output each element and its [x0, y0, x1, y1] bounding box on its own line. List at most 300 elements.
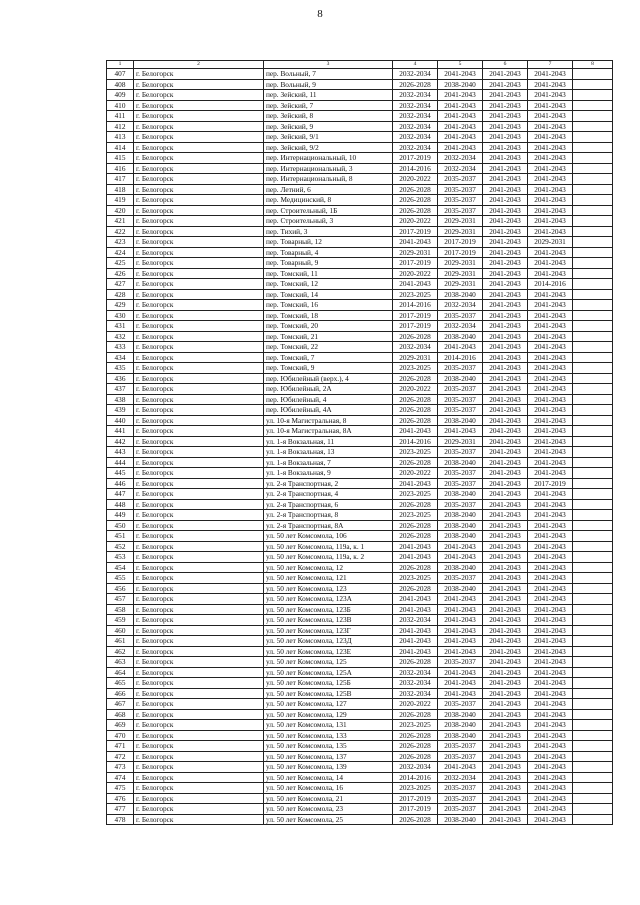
period-cell: 2029-2031 — [438, 258, 483, 269]
row-number-cell: 459 — [107, 615, 134, 626]
period-cell: 2041-2043 — [438, 342, 483, 353]
settlement-cell: г. Белогорск — [134, 331, 264, 342]
column-number-3: 3 — [264, 61, 393, 69]
address-cell: пер. Томский, 21 — [264, 331, 393, 342]
settlement-cell: г. Белогорск — [134, 226, 264, 237]
period-cell: 2041-2043 — [483, 79, 528, 90]
table-row — [107, 426, 613, 437]
period-cell: 2038-2040 — [438, 520, 483, 531]
row-number-cell: 421 — [107, 216, 134, 227]
note-cell — [573, 562, 613, 573]
row-number-cell: 473 — [107, 762, 134, 773]
row-number-cell: 467 — [107, 699, 134, 710]
row-number-cell: 447 — [107, 489, 134, 500]
address-cell: ул. 50 лет Комсомола, 131 — [264, 720, 393, 731]
settlement-cell: г. Белогорск — [134, 342, 264, 353]
row-number-cell: 425 — [107, 258, 134, 269]
period-cell: 2020-2022 — [393, 268, 438, 279]
period-cell: 2029-2031 — [393, 247, 438, 258]
note-cell — [573, 205, 613, 216]
table-row — [107, 814, 613, 825]
period-cell: 2020-2022 — [393, 174, 438, 185]
period-cell: 2041-2043 — [528, 300, 573, 311]
table-row — [107, 751, 613, 762]
period-cell: 2041-2043 — [483, 226, 528, 237]
period-cell: 2041-2043 — [483, 111, 528, 122]
address-cell: ул. 50 лет Комсомола, 125А — [264, 667, 393, 678]
address-cell: ул. 50 лет Комсомола, 123Б — [264, 604, 393, 615]
table-row — [107, 594, 613, 605]
note-cell — [573, 415, 613, 426]
period-cell: 2041-2043 — [438, 678, 483, 689]
period-cell: 2032-2034 — [438, 300, 483, 311]
period-cell: 2035-2037 — [438, 804, 483, 815]
period-cell: 2041-2043 — [483, 321, 528, 332]
period-cell: 2014-2016 — [438, 352, 483, 363]
period-cell: 2041-2043 — [528, 552, 573, 563]
address-cell: ул. 50 лет Комсомола, 125 — [264, 657, 393, 668]
note-cell — [573, 531, 613, 542]
table-row — [107, 562, 613, 573]
table-row — [107, 489, 613, 500]
period-cell: 2023-2025 — [393, 510, 438, 521]
column-number-1: 1 — [107, 61, 134, 69]
period-cell: 2041-2043 — [528, 394, 573, 405]
table-row — [107, 268, 613, 279]
row-number-cell: 430 — [107, 310, 134, 321]
address-cell: ул. 50 лет Комсомола, 123В — [264, 615, 393, 626]
address-cell: ул. 50 лет Комсомола, 139 — [264, 762, 393, 773]
period-cell: 2041-2043 — [528, 531, 573, 542]
table-row — [107, 195, 613, 206]
period-cell: 2041-2043 — [483, 216, 528, 227]
column-number-6: 6 — [483, 61, 528, 69]
row-number-cell: 420 — [107, 205, 134, 216]
table-row — [107, 237, 613, 248]
settlement-cell: г. Белогорск — [134, 468, 264, 479]
period-cell: 2032-2034 — [393, 69, 438, 80]
note-cell — [573, 468, 613, 479]
table-row — [107, 678, 613, 689]
row-number-cell: 470 — [107, 730, 134, 741]
table-row — [107, 226, 613, 237]
settlement-cell: г. Белогорск — [134, 688, 264, 699]
register-body — [107, 61, 613, 825]
period-cell: 2029-2031 — [438, 436, 483, 447]
address-cell: ул. 50 лет Комсомола, 127 — [264, 699, 393, 710]
note-cell — [573, 520, 613, 531]
period-cell: 2041-2043 — [483, 762, 528, 773]
row-number-cell: 457 — [107, 594, 134, 605]
period-cell: 2041-2043 — [528, 699, 573, 710]
address-cell: ул. 50 лет Комсомола, 123 — [264, 583, 393, 594]
settlement-cell: г. Белогорск — [134, 552, 264, 563]
note-cell — [573, 772, 613, 783]
row-number-cell: 427 — [107, 279, 134, 290]
note-cell — [573, 552, 613, 563]
period-cell: 2017-2019 — [438, 237, 483, 248]
address-cell: ул. 50 лет Комсомола, 25 — [264, 814, 393, 825]
note-cell — [573, 153, 613, 164]
period-cell: 2041-2043 — [528, 100, 573, 111]
period-cell: 2041-2043 — [483, 531, 528, 542]
settlement-cell: г. Белогорск — [134, 195, 264, 206]
period-cell: 2041-2043 — [528, 678, 573, 689]
row-number-cell: 466 — [107, 688, 134, 699]
row-number-cell: 413 — [107, 132, 134, 143]
period-cell: 2014-2016 — [393, 163, 438, 174]
table-row — [107, 457, 613, 468]
address-cell: пер. Томский, 7 — [264, 352, 393, 363]
settlement-cell: г. Белогорск — [134, 625, 264, 636]
settlement-cell: г. Белогорск — [134, 142, 264, 153]
address-cell: ул. 50 лет Комсомола, 12 — [264, 562, 393, 573]
row-number-cell: 435 — [107, 363, 134, 374]
period-cell: 2041-2043 — [483, 562, 528, 573]
row-number-cell: 437 — [107, 384, 134, 395]
table-row — [107, 247, 613, 258]
settlement-cell: г. Белогорск — [134, 531, 264, 542]
period-cell: 2029-2031 — [438, 226, 483, 237]
period-cell: 2041-2043 — [528, 562, 573, 573]
note-cell — [573, 688, 613, 699]
settlement-cell: г. Белогорск — [134, 436, 264, 447]
period-cell: 2041-2043 — [528, 468, 573, 479]
row-number-cell: 441 — [107, 426, 134, 437]
table-row — [107, 730, 613, 741]
note-cell — [573, 195, 613, 206]
row-number-cell: 462 — [107, 646, 134, 657]
row-number-cell: 449 — [107, 510, 134, 521]
table-row — [107, 163, 613, 174]
address-cell: ул. 1-я Вокзальная, 9 — [264, 468, 393, 479]
period-cell: 2026-2028 — [393, 415, 438, 426]
settlement-cell: г. Белогорск — [134, 247, 264, 258]
period-cell: 2041-2043 — [438, 90, 483, 101]
table-row — [107, 331, 613, 342]
note-cell — [573, 604, 613, 615]
period-cell: 2041-2043 — [483, 751, 528, 762]
address-cell: пер. Юбилейный, 2А — [264, 384, 393, 395]
address-cell: ул. 50 лет Комсомола, 23 — [264, 804, 393, 815]
note-cell — [573, 289, 613, 300]
settlement-cell: г. Белогорск — [134, 205, 264, 216]
column-number-8: 8 — [573, 61, 613, 69]
settlement-cell: г. Белогорск — [134, 111, 264, 122]
period-cell: 2041-2043 — [528, 90, 573, 101]
period-cell: 2035-2037 — [438, 174, 483, 185]
address-cell: пер. Интернациональный, 8 — [264, 174, 393, 185]
period-cell: 2041-2043 — [393, 552, 438, 563]
address-cell: пер. Товарный, 4 — [264, 247, 393, 258]
period-cell: 2041-2043 — [528, 352, 573, 363]
table-row — [107, 688, 613, 699]
period-cell: 2041-2043 — [438, 762, 483, 773]
note-cell — [573, 709, 613, 720]
period-cell: 2032-2034 — [393, 111, 438, 122]
table-row — [107, 132, 613, 143]
period-cell: 2026-2028 — [393, 562, 438, 573]
note-cell — [573, 268, 613, 279]
period-cell: 2035-2037 — [438, 468, 483, 479]
period-cell: 2029-2031 — [528, 237, 573, 248]
settlement-cell: г. Белогорск — [134, 69, 264, 80]
period-cell: 2041-2043 — [528, 573, 573, 584]
note-cell — [573, 814, 613, 825]
period-cell: 2032-2034 — [438, 163, 483, 174]
settlement-cell: г. Белогорск — [134, 258, 264, 269]
table-row — [107, 69, 613, 80]
period-cell: 2041-2043 — [438, 667, 483, 678]
period-cell: 2041-2043 — [438, 111, 483, 122]
period-cell: 2041-2043 — [528, 247, 573, 258]
period-cell: 2029-2031 — [438, 216, 483, 227]
period-cell: 2041-2043 — [528, 415, 573, 426]
period-cell: 2041-2043 — [528, 331, 573, 342]
period-cell: 2026-2028 — [393, 741, 438, 752]
settlement-cell: г. Белогорск — [134, 804, 264, 815]
address-cell: ул. 50 лет Комсомола, 119а, к. 1 — [264, 541, 393, 552]
note-cell — [573, 583, 613, 594]
row-number-cell: 448 — [107, 499, 134, 510]
period-cell: 2041-2043 — [528, 625, 573, 636]
settlement-cell: г. Белогорск — [134, 646, 264, 657]
row-number-cell: 440 — [107, 415, 134, 426]
note-cell — [573, 363, 613, 374]
row-number-cell: 443 — [107, 447, 134, 458]
note-cell — [573, 499, 613, 510]
period-cell: 2017-2019 — [393, 310, 438, 321]
row-number-cell: 471 — [107, 741, 134, 752]
note-cell — [573, 751, 613, 762]
period-cell: 2041-2043 — [483, 90, 528, 101]
period-cell: 2032-2034 — [393, 132, 438, 143]
address-cell: пер. Томский, 20 — [264, 321, 393, 332]
settlement-cell: г. Белогорск — [134, 100, 264, 111]
address-cell: пер. Томский, 12 — [264, 279, 393, 290]
table-row — [107, 520, 613, 531]
note-cell — [573, 258, 613, 269]
period-cell: 2041-2043 — [528, 153, 573, 164]
period-cell: 2026-2028 — [393, 709, 438, 720]
address-cell: ул. 1-я Вокзальная, 13 — [264, 447, 393, 458]
note-cell — [573, 184, 613, 195]
period-cell: 2041-2043 — [483, 667, 528, 678]
period-cell: 2041-2043 — [438, 100, 483, 111]
period-cell: 2041-2043 — [483, 499, 528, 510]
address-cell: ул. 2-я Транспортная, 4 — [264, 489, 393, 500]
housing-register-table — [106, 60, 613, 825]
period-cell: 2035-2037 — [438, 184, 483, 195]
table-row — [107, 772, 613, 783]
address-cell: ул. 10-я Магистральная, 8А — [264, 426, 393, 437]
settlement-cell: г. Белогорск — [134, 310, 264, 321]
address-cell: ул. 50 лет Комсомола, 16 — [264, 783, 393, 794]
period-cell: 2041-2043 — [393, 279, 438, 290]
address-cell: пер. Томский, 9 — [264, 363, 393, 374]
period-cell: 2035-2037 — [438, 793, 483, 804]
column-number-5: 5 — [438, 61, 483, 69]
note-cell — [573, 489, 613, 500]
period-cell: 2023-2025 — [393, 573, 438, 584]
settlement-cell: г. Белогорск — [134, 594, 264, 605]
period-cell: 2041-2043 — [483, 657, 528, 668]
address-cell: пер. Томский, 18 — [264, 310, 393, 321]
period-cell: 2041-2043 — [483, 741, 528, 752]
address-cell: ул. 10-я Магистральная, 8 — [264, 415, 393, 426]
note-cell — [573, 615, 613, 626]
settlement-cell: г. Белогорск — [134, 174, 264, 185]
period-cell: 2017-2019 — [528, 478, 573, 489]
note-cell — [573, 594, 613, 605]
period-cell: 2017-2019 — [393, 258, 438, 269]
period-cell: 2035-2037 — [438, 394, 483, 405]
note-cell — [573, 111, 613, 122]
settlement-cell: г. Белогорск — [134, 289, 264, 300]
row-number-cell: 476 — [107, 793, 134, 804]
note-cell — [573, 132, 613, 143]
row-number-cell: 434 — [107, 352, 134, 363]
table-row — [107, 279, 613, 290]
address-cell: ул. 50 лет Комсомола, 21 — [264, 793, 393, 804]
period-cell: 2041-2043 — [528, 258, 573, 269]
row-number-cell: 428 — [107, 289, 134, 300]
settlement-cell: г. Белогорск — [134, 321, 264, 332]
settlement-cell: г. Белогорск — [134, 583, 264, 594]
period-cell: 2026-2028 — [393, 373, 438, 384]
period-cell: 2035-2037 — [438, 205, 483, 216]
row-number-cell: 423 — [107, 237, 134, 248]
row-number-cell: 458 — [107, 604, 134, 615]
address-cell: ул. 50 лет Комсомола, 123Е — [264, 646, 393, 657]
table-row — [107, 625, 613, 636]
period-cell: 2041-2043 — [483, 436, 528, 447]
period-cell: 2038-2040 — [438, 562, 483, 573]
table-row — [107, 384, 613, 395]
period-cell: 2041-2043 — [483, 205, 528, 216]
address-cell: пер. Томский, 22 — [264, 342, 393, 353]
settlement-cell: г. Белогорск — [134, 520, 264, 531]
table-row — [107, 153, 613, 164]
period-cell: 2041-2043 — [483, 258, 528, 269]
table-row — [107, 804, 613, 815]
column-number-4: 4 — [393, 61, 438, 69]
period-cell: 2041-2043 — [528, 489, 573, 500]
period-cell: 2041-2043 — [438, 121, 483, 132]
note-cell — [573, 730, 613, 741]
row-number-cell: 419 — [107, 195, 134, 206]
period-cell: 2029-2031 — [438, 268, 483, 279]
period-cell: 2041-2043 — [483, 636, 528, 647]
table-row — [107, 646, 613, 657]
period-cell: 2041-2043 — [528, 384, 573, 395]
period-cell: 2041-2043 — [483, 237, 528, 248]
period-cell: 2032-2034 — [393, 342, 438, 353]
period-cell: 2026-2028 — [393, 499, 438, 510]
period-cell: 2041-2043 — [483, 709, 528, 720]
address-cell: пер. Строительный, 1Б — [264, 205, 393, 216]
table-row — [107, 321, 613, 332]
period-cell: 2041-2043 — [393, 426, 438, 437]
period-cell: 2041-2043 — [528, 268, 573, 279]
settlement-cell: г. Белогорск — [134, 741, 264, 752]
period-cell: 2038-2040 — [438, 373, 483, 384]
address-cell: пер. Летний, 6 — [264, 184, 393, 195]
row-number-cell: 410 — [107, 100, 134, 111]
period-cell: 2017-2019 — [393, 153, 438, 164]
period-cell: 2041-2043 — [528, 373, 573, 384]
settlement-cell: г. Белогорск — [134, 573, 264, 584]
period-cell: 2041-2043 — [483, 447, 528, 458]
note-cell — [573, 121, 613, 132]
note-cell — [573, 636, 613, 647]
address-cell: пер. Юбилейный, 4 — [264, 394, 393, 405]
row-number-cell: 422 — [107, 226, 134, 237]
column-number-2: 2 — [134, 61, 264, 69]
row-number-cell: 433 — [107, 342, 134, 353]
address-cell: пер. Зейский, 11 — [264, 90, 393, 101]
settlement-cell: г. Белогорск — [134, 384, 264, 395]
period-cell: 2038-2040 — [438, 510, 483, 521]
period-cell: 2038-2040 — [438, 531, 483, 542]
row-number-cell: 439 — [107, 405, 134, 416]
table-row — [107, 552, 613, 563]
period-cell: 2041-2043 — [393, 625, 438, 636]
page-number: 8 — [317, 8, 323, 20]
period-cell: 2026-2028 — [393, 814, 438, 825]
table-row — [107, 478, 613, 489]
period-cell: 2041-2043 — [528, 762, 573, 773]
settlement-cell: г. Белогорск — [134, 636, 264, 647]
settlement-cell: г. Белогорск — [134, 279, 264, 290]
period-cell: 2041-2043 — [528, 636, 573, 647]
table-row — [107, 499, 613, 510]
period-cell: 2041-2043 — [483, 184, 528, 195]
table-row — [107, 583, 613, 594]
period-cell: 2041-2043 — [483, 720, 528, 731]
note-cell — [573, 678, 613, 689]
period-cell: 2041-2043 — [528, 426, 573, 437]
period-cell: 2041-2043 — [393, 478, 438, 489]
period-cell: 2041-2043 — [438, 646, 483, 657]
period-cell: 2023-2025 — [393, 363, 438, 374]
settlement-cell: г. Белогорск — [134, 478, 264, 489]
row-number-cell: 416 — [107, 163, 134, 174]
period-cell: 2041-2043 — [528, 163, 573, 174]
period-cell: 2041-2043 — [528, 405, 573, 416]
period-cell: 2029-2031 — [438, 279, 483, 290]
period-cell: 2041-2043 — [528, 709, 573, 720]
period-cell: 2041-2043 — [438, 615, 483, 626]
period-cell: 2041-2043 — [483, 100, 528, 111]
period-cell: 2038-2040 — [438, 489, 483, 500]
note-cell — [573, 762, 613, 773]
table-row — [107, 363, 613, 374]
row-number-cell: 452 — [107, 541, 134, 552]
period-cell: 2041-2043 — [483, 279, 528, 290]
note-cell — [573, 342, 613, 353]
note-cell — [573, 793, 613, 804]
period-cell: 2041-2043 — [483, 804, 528, 815]
period-cell: 2026-2028 — [393, 405, 438, 416]
period-cell: 2026-2028 — [393, 583, 438, 594]
settlement-cell: г. Белогорск — [134, 814, 264, 825]
settlement-cell: г. Белогорск — [134, 373, 264, 384]
note-cell — [573, 720, 613, 731]
period-cell: 2041-2043 — [483, 121, 528, 132]
period-cell: 2041-2043 — [528, 783, 573, 794]
period-cell: 2032-2034 — [393, 678, 438, 689]
